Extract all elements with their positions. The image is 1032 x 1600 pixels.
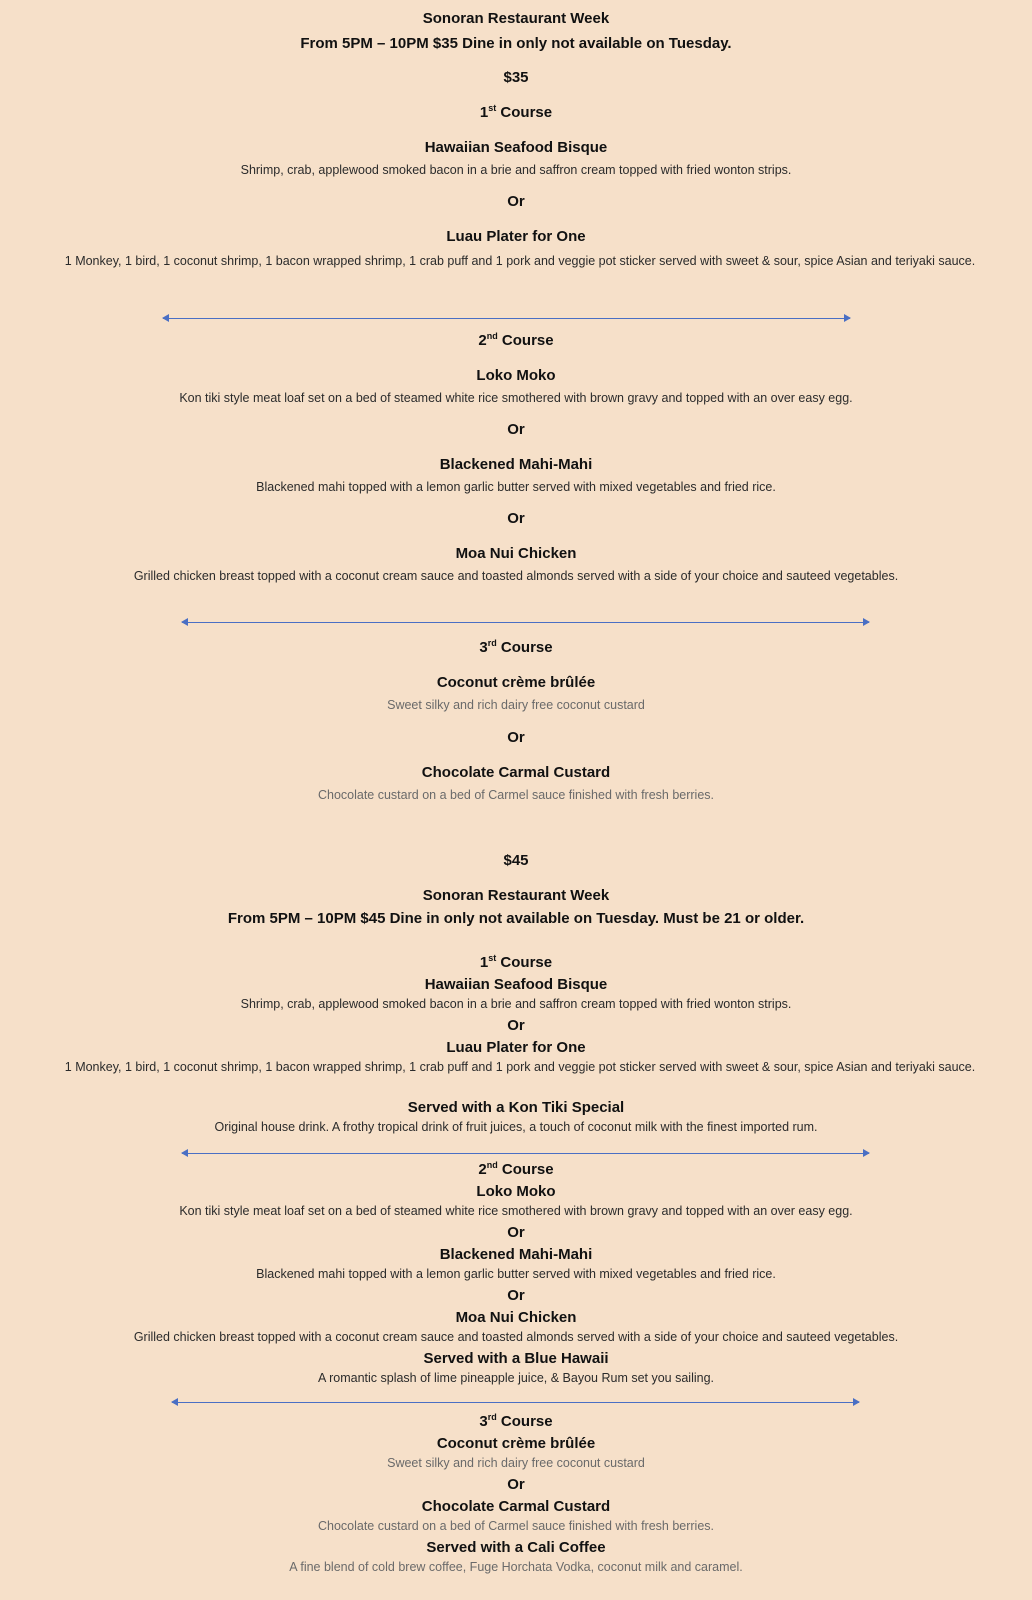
menu35-course2-heading: 2nd Course [478,331,554,349]
menu35-price: $35 [503,69,529,86]
menu45-title: Sonoran Restaurant Week [422,887,610,904]
menu45-c3-item1-name: Coconut crème brûlée [436,1435,596,1452]
menu45-c3-item2-desc: Chocolate custard on a bed of Carmel sauce finished with fresh berries. [317,1519,715,1533]
menu35-c3-item2-desc: Chocolate custard on a bed of Carmel sauce finished with fresh berries. [317,788,715,802]
menu45-course2-heading: 2nd Course [478,1160,554,1178]
menu45-course3-heading: 3rd Course [479,1412,553,1430]
menu35-c2-item2-name: Blackened Mahi-Mahi [439,456,593,473]
divider-arrow [172,1398,859,1407]
menu45-c3-item1-desc: Sweet silky and rich dairy free coconut custard [387,1456,645,1470]
menu45-c2-item2-name: Blackened Mahi-Mahi [439,1246,593,1263]
menu35-c1-item1-name: Hawaiian Seafood Bisque [424,139,608,156]
menu45-c2-or1: Or [507,1224,525,1241]
divider-arrow [163,314,850,323]
menu35-subtitle: From 5PM – 10PM $35 Dine in only not available on Tuesday. [300,35,732,52]
menu45-c2-item3-desc: Grilled chicken breast topped with a coconut cream sauce and toasted almonds served with a side of your choice and sauteed vegetables. [133,1330,899,1344]
menu45-c1-item1-desc: Shrimp, crab, applewood smoked bacon in a brie and saffron cream topped with fried wonton strips. [240,997,792,1011]
divider-arrow [182,618,869,627]
menu35-c2-item3-desc: Grilled chicken breast topped with a coconut cream sauce and toasted almonds served with a side of your choice and sauteed vegetables. [133,569,899,583]
menu35-c3-item1-desc: Sweet silky and rich dairy free coconut custard [387,698,645,712]
menu35-title: Sonoran Restaurant Week [422,10,610,27]
menu35-c2-or1: Or [507,421,525,438]
menu45-c1-item2-name: Luau Plater for One [446,1039,586,1056]
menu35-c3-item1-name: Coconut crème brûlée [436,674,596,691]
menu35-c1-item1-desc: Shrimp, crab, applewood smoked bacon in a brie and saffron cream topped with fried wonton strips. [240,163,792,177]
menu45-c1-or: Or [507,1017,525,1034]
menu45-price: $45 [503,852,529,869]
menu45-c3-or: Or [507,1476,525,1493]
menu35-c2-item3-name: Moa Nui Chicken [455,545,577,562]
menu35-c2-item1-name: Loko Moko [476,367,556,384]
menu35-c2-or2: Or [507,510,525,527]
menu45-c3-item2-name: Chocolate Carmal Custard [421,1498,611,1515]
menu45-c3-drink-desc: A fine blend of cold brew coffee, Fuge Horchata Vodka, coconut milk and caramel. [289,1560,743,1574]
menu45-c3-drink-name: Served with a Cali Coffee [426,1539,606,1556]
menu35-c3-or: Or [507,729,525,746]
divider-arrow [182,1149,869,1158]
menu35-c1-or: Or [507,193,525,210]
menu35-c2-item2-desc: Blackened mahi topped with a lemon garlic butter served with mixed vegetables and fried rice. [256,480,776,494]
menu45-c2-item1-desc: Kon tiki style meat loaf set on a bed of steamed white rice smothered with brown gravy and topped with an over easy egg. [179,1204,853,1218]
menu45-c1-drink-desc: Original house drink. A frothy tropical drink of fruit juices, a touch of coconut milk with the finest imported rum. [214,1120,818,1134]
menu35-c2-item1-desc: Kon tiki style meat loaf set on a bed of steamed white rice smothered with brown gravy and topped with an over easy egg. [179,391,853,405]
menu45-subtitle: From 5PM – 10PM $45 Dine in only not available on Tuesday. Must be 21 or older. [227,910,805,927]
menu45-c2-drink-name: Served with a Blue Hawaii [423,1350,609,1367]
menu45-c2-item1-name: Loko Moko [476,1183,556,1200]
menu35-course1-heading: 1st Course [479,103,553,121]
menu45-c1-item1-name: Hawaiian Seafood Bisque [424,976,608,993]
menu35-c3-item2-name: Chocolate Carmal Custard [421,764,611,781]
menu45-c2-drink-desc: A romantic splash of lime pineapple juice, & Bayou Rum set you sailing. [317,1371,715,1385]
menu35-c1-item2-name: Luau Plater for One [446,228,586,245]
menu45-c2-item2-desc: Blackened mahi topped with a lemon garlic butter served with mixed vegetables and fried rice. [256,1267,776,1281]
menu35-course3-heading: 3rd Course [479,638,553,656]
menu35-c1-item2-desc: 1 Monkey, 1 bird, 1 coconut shrimp, 1 bacon wrapped shrimp, 1 crab puff and 1 pork and veggie pot sticker served with sweet & sour, spice Asian and teriyaki sauce. [64,254,976,268]
menu45-c1-item2-desc: 1 Monkey, 1 bird, 1 coconut shrimp, 1 bacon wrapped shrimp, 1 crab puff and 1 pork and veggie pot sticker served with sweet & sour, spice Asian and teriyaki sauce. [64,1060,976,1074]
menu45-c2-or2: Or [507,1287,525,1304]
menu45-course1-heading: 1st Course [479,953,553,971]
menu45-c1-drink-name: Served with a Kon Tiki Special [407,1099,625,1116]
menu45-c2-item3-name: Moa Nui Chicken [455,1309,577,1326]
